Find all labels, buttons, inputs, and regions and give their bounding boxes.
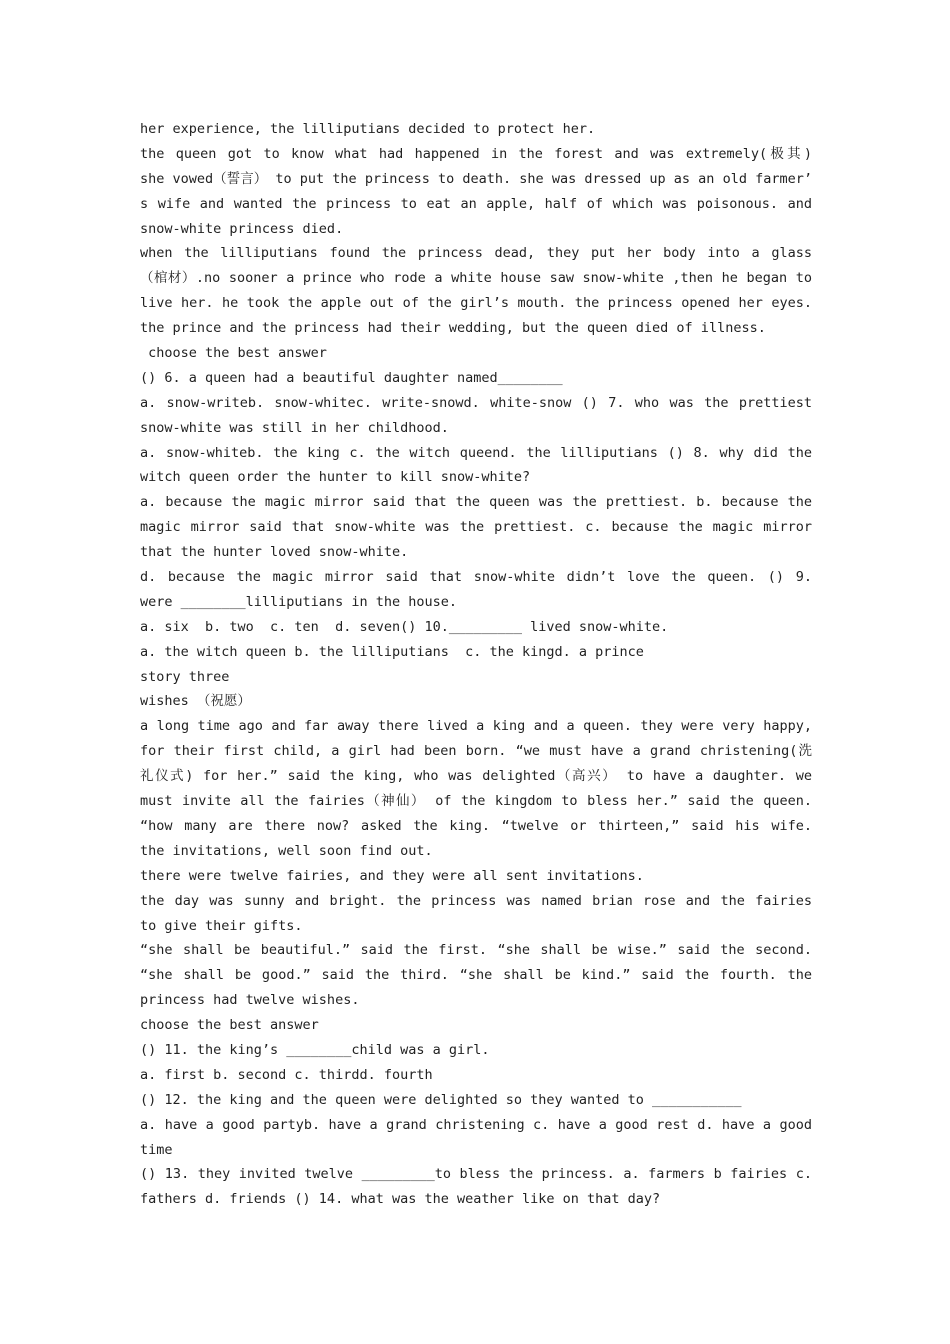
text-line: a. because the magic mirror said that the queen was the prettiest. b. because the	[140, 494, 812, 511]
text-line: wishes （祝愿）	[140, 693, 251, 710]
text-line: d. because the magic mirror said that snow-white didn’t love the queen. () 9.	[140, 569, 812, 586]
text-line: “she shall be beautiful.” said the first. “she shall be wise.” said the second.	[140, 942, 812, 959]
text-line: she vowed（誓言） to put the princess to death. she was dressed up as an old farmer’	[140, 170, 812, 187]
text-line: the day was sunny and bright. the princess was named brian rose and the fairies	[140, 892, 812, 909]
text-line: 礼仪式) for her.” said the king, who was delighted（高兴） to have a daughter. we	[140, 768, 812, 785]
text-line: must invite all the fairies（神仙） of the kingdom to bless her.” said the queen.	[140, 793, 812, 810]
text-line: a. snow-whiteb. the king c. the witch queend. the lilliputians () 8. why did the	[140, 444, 812, 461]
text-line: the queen got to know what had happened in the forest and was extremely(极其)	[140, 145, 812, 162]
text-line: choose the best answer	[140, 1017, 319, 1034]
text-line: time	[140, 1141, 173, 1158]
text-line: there were twelve fairies, and they were all sent invitations.	[140, 867, 644, 884]
text-line: her experience, the lilliputians decided to protect her.	[140, 121, 596, 137]
text-line: （棺材）.no sooner a prince who rode a white house saw snow-white ,then he began to	[140, 270, 812, 287]
text-line: a. the witch queen b. the lilliputians c. the kingd. a prince	[140, 643, 644, 660]
text-line: () 6. a queen had a beautiful daughter named________	[140, 369, 563, 386]
text-line: choose the best answer	[140, 345, 327, 362]
text-line: “how many are there now? asked the king. “twelve or thirteen,” said his wife.	[140, 817, 812, 834]
text-line: snow-white was still in her childhood.	[140, 419, 449, 436]
text-line: “she shall be good.” said the third. “she shall be kind.” said the fourth. the	[140, 967, 812, 984]
text-line: the invitations, well soon find out.	[140, 842, 433, 859]
document-body	[140, 117, 812, 1212]
text-line: a. six b. two c. ten d. seven() 10._________ lived snow-white.	[140, 618, 669, 635]
text-line: a. first b. second c. thirdd. fourth	[140, 1066, 433, 1083]
text-line: that the hunter loved snow-white.	[140, 544, 409, 561]
text-line: fathers d. friends () 14. what was the weather like on that day?	[140, 1191, 661, 1208]
text-line: a. have a good partyb. have a grand christening c. have a good rest d. have a good	[140, 1116, 812, 1133]
text-line: when the lilliputians found the princess dead, they put her body into a glass	[140, 245, 812, 262]
text-line: the prince and the princess had their wedding, but the queen died of illness.	[140, 320, 766, 337]
text-line: snow-white princess died.	[140, 220, 344, 237]
text-line: princess had twelve wishes.	[140, 992, 360, 1009]
text-line: magic mirror said that snow-white was the prettiest. c. because the magic mirror	[140, 519, 812, 536]
text-line: () 12. the king and the queen were delighted so they wanted to ___________	[140, 1091, 742, 1108]
text-line: story three	[140, 668, 230, 685]
text-line: a. snow-writeb. snow-whitec. write-snowd. white-snow () 7. who was the prettiest	[140, 394, 812, 411]
text-line: were ________lilliputians in the house.	[140, 593, 457, 610]
text-line: () 13. they invited twelve _________to bless the princess. a. farmers b fairies c.	[140, 1166, 812, 1183]
text-line: to give their gifts.	[140, 917, 303, 934]
text-line: for their first child, a girl had been born. “we must have a grand christening(洗	[140, 743, 812, 760]
text-line: a long time ago and far away there lived a king and a queen. they were very happy,	[140, 718, 812, 735]
text-line: live her. he took the apple out of the girl’s mouth. the princess opened her eyes.	[140, 295, 812, 312]
text-line: () 11. the king’s ________child was a girl.	[140, 1041, 490, 1058]
text-line: witch queen order the hunter to kill snow-white?	[140, 469, 531, 486]
text-line: s wife and wanted the princess to eat an apple, half of which was poisonous. and	[140, 195, 812, 212]
